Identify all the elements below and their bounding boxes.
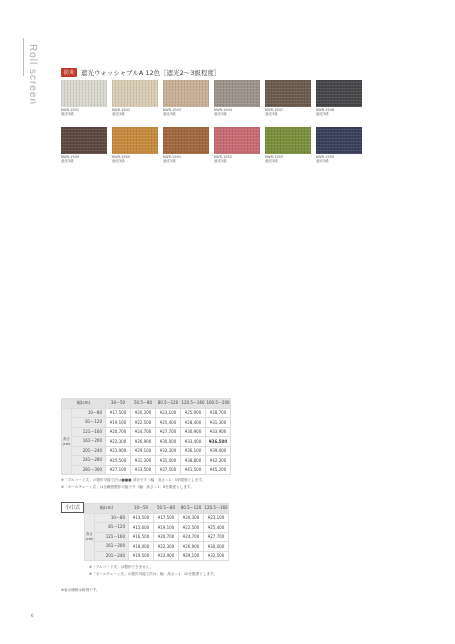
price-cell: ¥30,900 [181, 427, 206, 437]
swatch-code: KWR-1951 [163, 155, 182, 159]
price-cell: ¥30,000 [204, 542, 229, 552]
section2-label: 小巾式 [61, 502, 84, 513]
price-cell: ¥41,500 [181, 465, 206, 475]
width-header: 幅(cm) [85, 504, 129, 514]
col-header: 80.5〜120 [156, 399, 181, 409]
section-heading [61, 68, 220, 77]
price-table-small [84, 503, 229, 561]
price-cell: ¥31,300 [131, 456, 156, 466]
price-cell: ¥19,100 [154, 523, 179, 533]
price-cell: ¥15,000 [129, 523, 154, 533]
col-header: 50.5〜80 [131, 399, 156, 409]
table-row [62, 446, 231, 456]
swatch-code: KWR-1943 [163, 108, 182, 112]
footnote: ※表示価格は税別です。 [61, 588, 100, 592]
price-cell: ¥36,100 [181, 446, 206, 456]
price-cell: ¥33,400 [181, 437, 206, 447]
swatch-grade: 遮光2級 [214, 159, 227, 163]
price-cell: ¥28,400 [181, 418, 206, 428]
swatch-code: KWR-1950 [112, 155, 131, 159]
swatch-code: KWR-1942 [112, 108, 131, 112]
price-cell: ¥27,700 [204, 532, 229, 542]
col-header: 50.5〜80 [154, 504, 179, 514]
color-swatch [214, 127, 260, 161]
price-cell: ¥19,500 [129, 551, 154, 561]
swatch-grade: 遮光3級 [112, 159, 125, 163]
swatch-code: KWR-1953 [265, 155, 284, 159]
price-cell: ¥17,500 [106, 408, 131, 418]
price-cell: ¥25,400 [156, 418, 181, 428]
price-cell: ¥23,100 [156, 408, 181, 418]
height-range: 281〜300 [72, 465, 106, 475]
swatch-chip [61, 127, 107, 154]
swatch-grade: 遮光3級 [316, 159, 329, 163]
price-cell: ¥30,000 [156, 437, 181, 447]
price-cell: ¥22,300 [106, 437, 131, 447]
height-range: 161〜200 [72, 437, 106, 447]
col-header: 30〜50 [106, 399, 131, 409]
price-cell: ¥26,900 [179, 542, 204, 552]
swatch-chip [214, 127, 260, 154]
price-cell: ¥32,300 [156, 446, 181, 456]
price-cell: ¥37,500 [156, 465, 181, 475]
swatch-chip [163, 127, 209, 154]
price-cell: ¥29,100 [131, 446, 156, 456]
price-cell: ¥24,700 [179, 532, 204, 542]
side-title: Roll screen [27, 44, 38, 106]
swatch-grade: 遮光3級 [163, 112, 176, 116]
note: ※「プルコード式」は製作できません。 [89, 565, 154, 569]
price-cell: ¥42,300 [206, 456, 231, 466]
swatch-chip [316, 127, 362, 154]
swatch-code: KWR-1948 [316, 108, 335, 112]
price-cell: ¥22,300 [154, 542, 179, 552]
price-cell: ¥27,100 [106, 465, 131, 475]
price-cell: ¥20,700 [154, 532, 179, 542]
color-swatch [265, 80, 311, 114]
price-cell: ¥26,900 [131, 437, 156, 447]
swatch-chip [112, 127, 158, 154]
price-cell: ¥25,400 [204, 523, 229, 533]
swatch-grade: 遮光2級 [163, 159, 176, 163]
table-row [62, 465, 231, 475]
table-row [62, 427, 231, 437]
swatch-grade: 遮光3級 [265, 112, 278, 116]
table-header-row [85, 504, 229, 514]
price-cell: ¥36,500 [206, 437, 231, 447]
color-swatch [163, 127, 209, 161]
swatch-code: KWR-1949 [61, 155, 80, 159]
table-row [85, 523, 229, 533]
price-cell: ¥20,700 [106, 427, 131, 437]
table-header-row [62, 399, 231, 409]
col-header: 120.5〜160 [181, 399, 206, 409]
color-swatch [112, 80, 158, 114]
swatch-code: KWR-1941 [61, 108, 80, 112]
swatch-chip [214, 80, 260, 107]
col-header: 120.5〜160 [204, 504, 229, 514]
table-row [62, 418, 231, 428]
price-cell: ¥13,500 [129, 513, 154, 523]
note: ※「ボールチェーン式」の製作可能寸法は、幅：高さ＝1：10を限度とします。 [89, 572, 217, 576]
price-cell: ¥18,000 [129, 542, 154, 552]
price-cell: ¥17,500 [154, 513, 179, 523]
table-row [85, 551, 229, 561]
height-label: 高さ(cm) [85, 513, 95, 561]
height-range: 241〜280 [72, 456, 106, 466]
swatch-chip [265, 127, 311, 154]
flame-retardant-tag: 防炎 [61, 68, 77, 77]
swatch-grade: 遮光3級 [61, 112, 74, 116]
swatch-code: KWR-1944 [214, 108, 233, 112]
color-swatch [214, 80, 260, 114]
swatch-chip [265, 80, 311, 107]
height-range: 121〜160 [72, 427, 106, 437]
color-swatch [163, 80, 209, 114]
table-row [85, 513, 229, 523]
price-cell: ¥33,500 [131, 465, 156, 475]
price-cell: ¥25,900 [181, 408, 206, 418]
width-header: 幅(cm) [62, 399, 106, 409]
color-swatch [61, 127, 107, 161]
price-cell: ¥19,100 [106, 418, 131, 428]
swatch-grade: 遮光3級 [112, 112, 125, 116]
price-table-standard [61, 398, 231, 475]
swatch-chip [316, 80, 362, 107]
color-swatch [112, 127, 158, 161]
price-cell: ¥31,300 [206, 418, 231, 428]
heading-text: 遮光ウォッシャブルA 12色［遮光2〜3級程度］ [81, 69, 221, 77]
table-row [85, 542, 229, 552]
swatch-code: KWR-1947 [265, 108, 284, 112]
price-cell: ¥20,300 [179, 513, 204, 523]
price-cell: ¥16,500 [129, 532, 154, 542]
color-swatch [265, 127, 311, 161]
height-range: 81〜120 [72, 418, 106, 428]
height-range: 81〜120 [95, 523, 129, 533]
price-cell: ¥23,100 [204, 513, 229, 523]
height-range: 10〜80 [72, 408, 106, 418]
swatch-chip [112, 80, 158, 107]
price-cell: ¥22,500 [131, 418, 156, 428]
height-range: 201〜240 [72, 446, 106, 456]
table-row [62, 408, 231, 418]
col-header: 160.5〜200 [206, 399, 231, 409]
price-cell: ¥20,300 [131, 408, 156, 418]
table-row [85, 532, 229, 542]
color-swatch [61, 80, 107, 114]
price-cell: ¥24,700 [131, 427, 156, 437]
price-cell: ¥22,500 [179, 523, 204, 533]
price-cell: ¥23,900 [106, 446, 131, 456]
price-cell: ¥29,100 [179, 551, 204, 561]
swatch-chip [61, 80, 107, 107]
table-row [62, 437, 231, 447]
swatch-grade: 遮光3級 [316, 112, 329, 116]
price-cell: ¥23,900 [154, 551, 179, 561]
price-cell: ¥27,700 [156, 427, 181, 437]
height-label: 高さ(cm) [62, 408, 72, 475]
height-range: 10〜80 [95, 513, 129, 523]
note: ※「プルコード式」の製作可能寸法は■■■ 部分です（幅・高さ＝1：3を限度とします。 [61, 478, 206, 482]
height-range: 201〜240 [95, 551, 129, 561]
col-header: 80.5〜120 [179, 504, 204, 514]
price-cell: ¥45,200 [206, 465, 231, 475]
col-header: 10〜50 [129, 504, 154, 514]
table-row [62, 456, 231, 466]
swatch-code: KWR-1955 [316, 155, 335, 159]
swatch-grade: 遮光3級 [265, 159, 278, 163]
swatch-chip [163, 80, 209, 107]
swatch-grade: 遮光3級 [61, 159, 74, 163]
side-rule [23, 38, 24, 76]
price-cell: ¥33,900 [206, 427, 231, 437]
price-cell: ¥32,500 [204, 551, 229, 561]
color-swatch [316, 80, 362, 114]
swatch-code: KWR-1952 [214, 155, 233, 159]
price-cell: ¥25,500 [106, 456, 131, 466]
color-swatch [316, 127, 362, 161]
price-cell: ¥39,400 [206, 446, 231, 456]
height-range: 161〜200 [95, 542, 129, 552]
page-number: 6 [31, 613, 34, 618]
swatch-grade: 遮光3級 [214, 112, 227, 116]
price-cell: ¥35,000 [156, 456, 181, 466]
price-cell: ¥38,800 [181, 456, 206, 466]
price-cell: ¥28,700 [206, 408, 231, 418]
height-range: 121〜160 [95, 532, 129, 542]
note: ※「ボールチェーン式」は全範囲製作可能です（幅：高さ＝1：6を限度とします。 [61, 485, 194, 489]
